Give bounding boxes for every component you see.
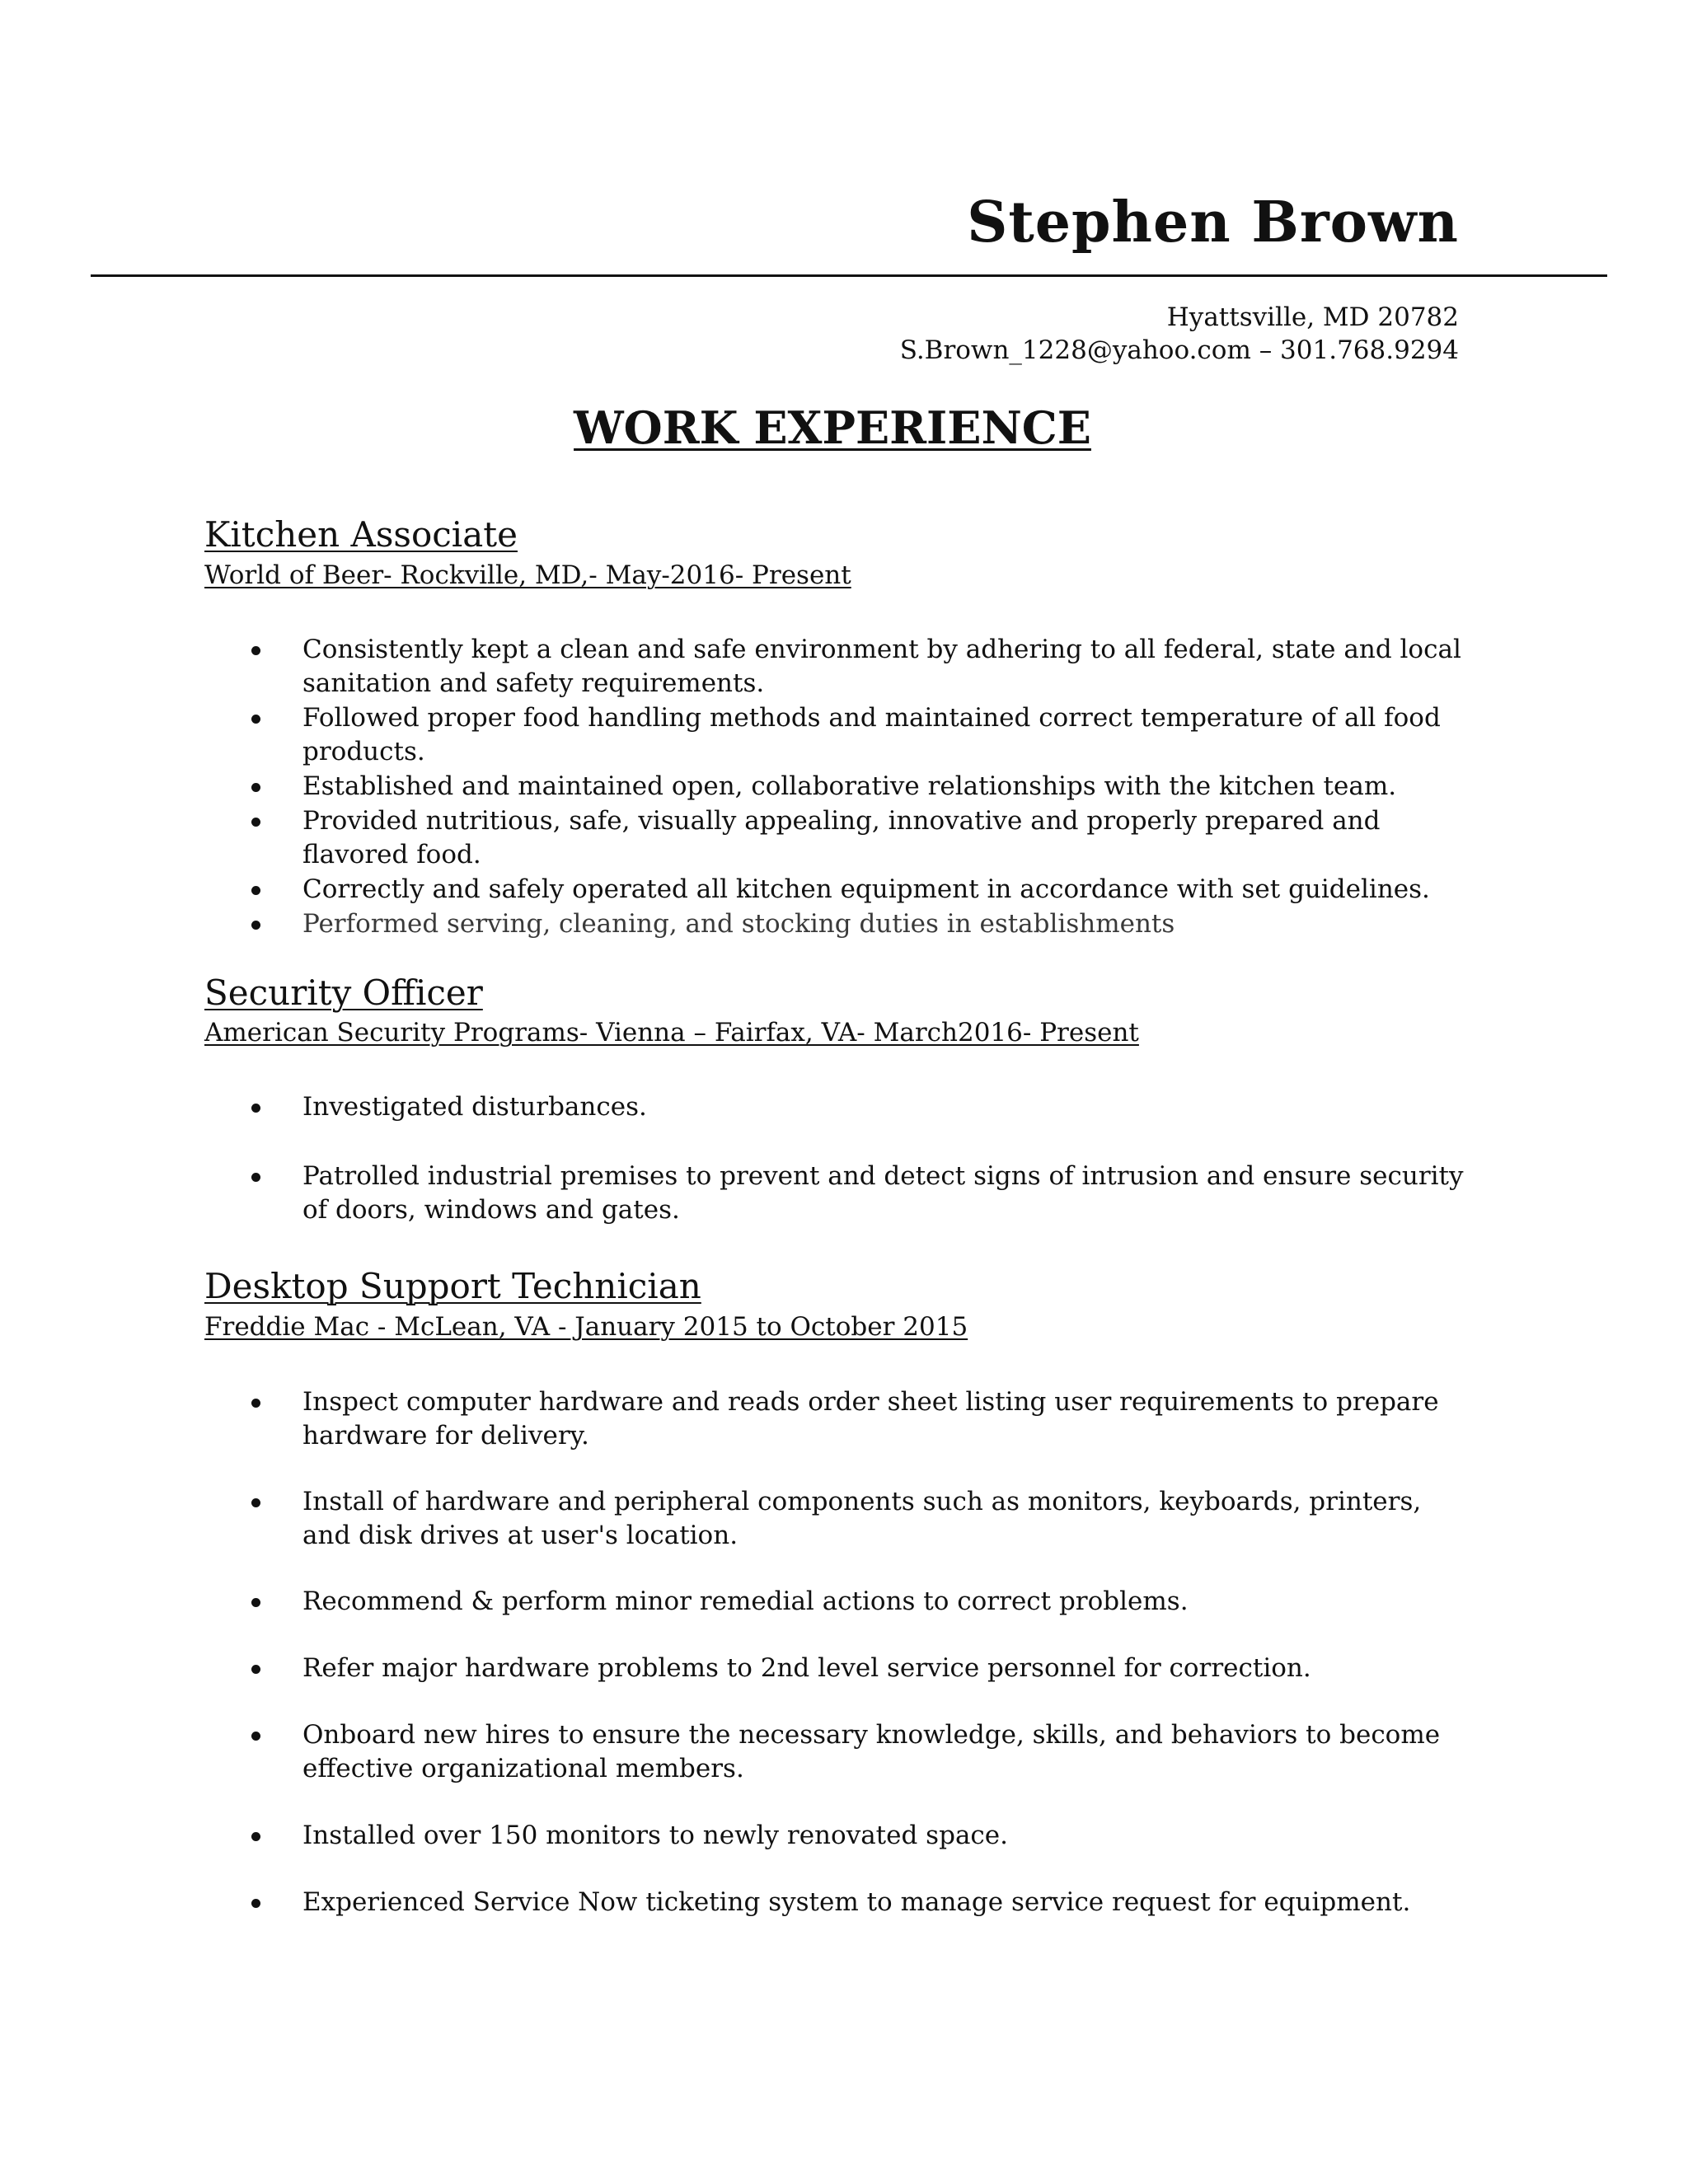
bullet-text: Correctly and safely operated all kitchen equipment in accordance with set guidelines.	[302, 874, 1430, 904]
bullet-text: Established and maintained open, collaborative relationships with the kitchen team.	[302, 771, 1397, 801]
section-title-work-experience: WORK EXPERIENCE	[574, 401, 1091, 454]
job-company: Freddie Mac - McLean, VA - January 2015 to October 2015	[204, 1312, 968, 1342]
bullet-text: Refer major hardware problems to 2nd level service personnel for correction.	[302, 1653, 1311, 1683]
job-title: Security Officer	[204, 972, 483, 1013]
bullet-icon	[251, 921, 260, 930]
job-title: Desktop Support Technician	[204, 1266, 701, 1306]
bullet-text: Inspect computer hardware and reads order sheet listing user requirements to prepare hardware for delivery.	[302, 1387, 1439, 1451]
bullet-icon	[251, 1104, 260, 1113]
bullet-icon	[251, 1173, 260, 1182]
bullet-icon	[251, 886, 260, 895]
bullet-icon	[251, 1832, 260, 1841]
bullet-icon	[251, 818, 260, 827]
bullet-icon	[251, 1665, 260, 1674]
bullet-icon	[251, 783, 260, 792]
bullet-text: Followed proper food handling methods and maintained correct temperature of all food products.	[302, 703, 1441, 766]
bullet-text: Consistently kept a clean and safe environment by adhering to all federal, state and local sanitation and safety requirements.	[302, 635, 1461, 698]
bullet-icon	[251, 1498, 260, 1507]
candidate-name: Stephen Brown	[967, 190, 1459, 255]
bullet-icon	[251, 646, 260, 655]
bullet-icon	[251, 715, 260, 724]
contact-address: Hyattsville, MD 20782	[1166, 302, 1459, 332]
bullet-text: Experienced Service Now ticketing system to manage service request for equipment.	[302, 1887, 1411, 1917]
bullet-icon	[251, 1399, 260, 1408]
bullet-text: Performed serving, cleaning, and stocking duties in establishments	[302, 909, 1175, 939]
bullet-text: Onboard new hires to ensure the necessary knowledge, skills, and behaviors to become effective organizational members.	[302, 1720, 1441, 1783]
job-company: World of Beer- Rockville, MD,- May-2016- Present	[204, 560, 851, 590]
header-divider	[91, 274, 1607, 277]
bullet-text: Recommend & perform minor remedial actions to correct problems.	[302, 1586, 1189, 1616]
bullet-text: Investigated disturbances.	[302, 1092, 647, 1122]
job-company: American Security Programs- Vienna – Fairfax, VA- March2016- Present	[204, 1018, 1139, 1047]
bullet-icon	[251, 1598, 260, 1607]
contact-email-phone: S.Brown_1228@yahoo.com – 301.768.9294	[899, 335, 1459, 365]
bullet-icon	[251, 1899, 260, 1908]
bullet-text: Patrolled industrial premises to prevent and detect signs of intrusion and ensure security of doors, windows and gates.	[302, 1161, 1464, 1225]
bullet-text: Provided nutritious, safe, visually appealing, innovative and properly prepared and flavored food.	[302, 806, 1381, 869]
bullet-text: Installed over 150 monitors to newly renovated space.	[302, 1821, 1008, 1850]
bullet-text: Install of hardware and peripheral components such as monitors, keyboards, printers, and disk drives at user's location.	[302, 1487, 1422, 1550]
bullet-icon	[251, 1732, 260, 1741]
job-title: Kitchen Associate	[204, 514, 518, 555]
